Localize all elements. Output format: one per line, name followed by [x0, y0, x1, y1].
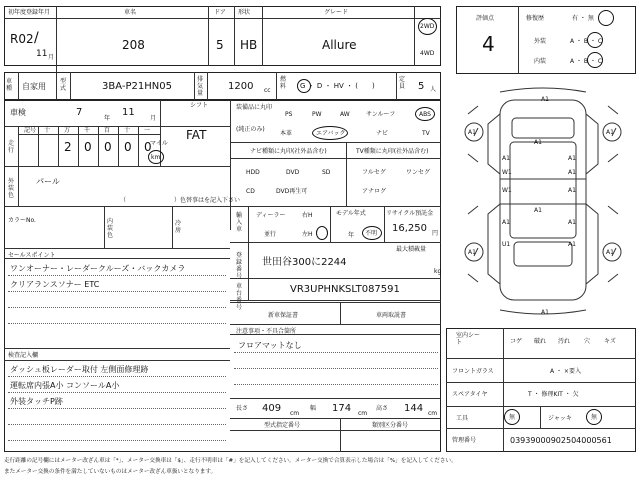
km-label: km [151, 154, 161, 161]
seat-item-4: キズ [604, 338, 616, 345]
equip-leather: 本革 [280, 130, 293, 137]
interior-color-label: 内装色 [107, 218, 114, 239]
shift-label: シフト [190, 102, 209, 109]
inspection-year-unit: 年 [104, 115, 111, 122]
interior-grade-options: A ・ B ・ C [570, 58, 603, 65]
drive-4wd: 4WD [420, 50, 435, 57]
diag-label: A1 [534, 207, 542, 214]
repair-options: 有 ・ 無 [572, 15, 594, 22]
front-glass-label: フロントガラス [452, 368, 494, 375]
navi-hdd: HDD [246, 169, 260, 176]
mileage-digit-header: 百 [104, 127, 111, 134]
diag-label: W1 [502, 169, 512, 176]
equip-airbag: エアバック [316, 130, 346, 137]
inspection-year: 7 [76, 107, 83, 118]
registration-label: 登録番号 [236, 252, 243, 280]
footer-line-1: 走行距離の記号欄にはメーター改ざん車は「*」、メーター交換車は「$」、走行不明車は「#」を記入してください。メーター交換で合算表示した場合は「%」を記入してください。 [4, 458, 457, 464]
month-unit: 月 [48, 54, 55, 61]
front-glass-value: A ・ ×要入 [550, 368, 581, 375]
spare-items: T ・ 修理KIT ・ 欠 [528, 391, 579, 398]
mileage-digit-header: 記号 [24, 127, 37, 134]
inspection-month-unit: 月 [150, 115, 157, 122]
sales-line-2: クリアランスソナー ETC [10, 280, 100, 289]
first-reg-label: 初年度登録年月 [8, 9, 51, 16]
diag-label: W1 [502, 187, 512, 194]
car-diagram [448, 84, 638, 320]
mileage-label: 走行 [8, 140, 15, 154]
model-label: 型式 [60, 78, 67, 92]
height-unit: cm [428, 410, 438, 417]
car-name: 208 [122, 38, 145, 52]
displacement: 1200 [228, 81, 254, 92]
mileage-digit: 2 [64, 140, 72, 154]
tv-fullseg: フルセグ [362, 169, 386, 176]
import-dealer: ディーラー [256, 212, 286, 219]
chassis-label: 車台番号 [236, 283, 243, 311]
capacity: 5 [418, 81, 425, 92]
seat-label: 室内シート [456, 332, 481, 346]
loading-label: 最大積載量 [396, 246, 427, 253]
inspection-label: 車検 [10, 108, 26, 117]
diag-label: A1 [568, 187, 576, 194]
sales-line-1: ワンオーナー・レーダークルーズ・バックカメラ [10, 264, 186, 273]
jack-label: ジャッキ [548, 415, 572, 422]
footer-line-2: またメーター交換の条件を満たしていないものはメーター改ざん車扱いとなります。 [4, 469, 217, 475]
diag-label: A1 [468, 129, 476, 136]
inspector-line-2: 運転席内張A小 コンソールA小 [10, 381, 120, 390]
grade: Allure [322, 38, 357, 52]
equip-navi: ナビ [376, 130, 389, 137]
sales-point-label: セールスポイント [8, 252, 56, 259]
chassis-value: VR3UPHNKSLT087591 [290, 284, 400, 295]
seat-item-2: 汚れ [558, 338, 571, 345]
first-reg-year: R02 [10, 32, 34, 46]
diag-label: A1 [568, 219, 576, 226]
new-car-cert: 新車保証書 [268, 312, 299, 319]
left-h-circle [316, 226, 328, 240]
equip-abs: ABS [419, 111, 431, 118]
mileage-digit: 0 [124, 140, 132, 154]
diag-label: A1 [568, 155, 576, 162]
equip-subtitle: (純正のみ) [236, 126, 265, 133]
diag-label: A1 [502, 219, 510, 226]
shift: FAT [186, 128, 207, 142]
equip-tv: TV [422, 130, 430, 137]
mileage-digit: 0 [104, 140, 112, 154]
diag-label: A1 [606, 129, 614, 136]
door-label: ドア [214, 9, 226, 16]
equip-sunroof: サンルーフ [366, 111, 396, 118]
shape-label: 形状 [238, 9, 251, 16]
notes-line-1: フロアマットなし [238, 341, 302, 350]
mileage-digit-header: 十 [124, 127, 131, 134]
score: 4 [482, 32, 495, 56]
height-value: 144 [404, 403, 424, 414]
inspection-month: 11 [122, 107, 135, 118]
exterior-grade-label: 外装 [534, 38, 547, 45]
navi-dvd: DVD [286, 169, 300, 176]
exterior-note: （ ）色替事はを記入下さい [120, 197, 241, 204]
recycle-amount: 16,250 [392, 223, 427, 234]
loading-unit: kg [434, 268, 442, 275]
diag-label: A1 [606, 249, 614, 256]
height-label: 高さ [376, 405, 389, 412]
mgmt-number: 03939000902504000561 [510, 436, 612, 445]
shape: HB [240, 38, 258, 52]
spare-label: スペアタイヤ [452, 391, 488, 398]
drive-2wd: 2WD [420, 23, 435, 30]
exterior-grade-options: A ・ B ・ C [570, 38, 603, 45]
import-left: 左H [302, 231, 313, 238]
class-label: 類別区分番号 [372, 422, 409, 429]
import-label: 輸入車 [236, 212, 243, 233]
length-label: 長さ [236, 405, 249, 412]
capacity-label: 定員 [399, 76, 406, 90]
slash: / [34, 30, 39, 46]
registration-value: 世田谷300に2244 [262, 257, 347, 268]
kind-label: 車種 [6, 78, 13, 92]
length-value: 409 [262, 403, 282, 414]
equip-title: 装備品に丸印 [236, 104, 273, 111]
diag-label: A1 [568, 169, 576, 176]
tv-oneseg: ワンセグ [406, 169, 431, 176]
recycle-unit: 円 [432, 230, 439, 237]
navi-title: ナビ種類に丸印(社外品含む) [250, 148, 327, 155]
car-name-label: 車名 [124, 9, 137, 16]
model-year-label: モデル年式 [336, 210, 366, 217]
bottom-right-table [446, 328, 636, 452]
equip-aw: AW [340, 111, 350, 118]
mileage-digit: 0 [84, 140, 92, 154]
diag-label: A1 [541, 96, 549, 103]
model-year-unknown: 不明 [365, 230, 378, 237]
use: 自家用 [22, 82, 46, 91]
width-unit: cm [358, 410, 368, 417]
notes-label: 注意事項・不具合箇所 [236, 328, 297, 335]
navi-dvd-play: DVD再生可 [276, 188, 308, 195]
diag-label: U1 [502, 241, 511, 248]
mileage-digit-header: 万 [64, 127, 71, 134]
diag-label: A1 [541, 309, 549, 316]
type-label: 型式指定番号 [264, 422, 301, 429]
navi-cd: CD [246, 188, 255, 195]
inspector-line-1: ダッシュ板レーダー取付 左側面修理跡 [10, 365, 149, 374]
inspector-label: 検査記入欄 [8, 352, 39, 359]
mileage-digit-header: 十 [44, 127, 51, 134]
tv-title: TV種類に丸印(社外品含む) [356, 148, 429, 155]
car-outline-svg [448, 84, 638, 320]
manual-cert: 車両取説書 [376, 312, 407, 319]
model: 3BA-P21HN05 [102, 81, 172, 92]
tv-analog: アナログ [362, 188, 387, 195]
first-reg-month: 11 [36, 49, 48, 59]
exterior-b-circle [587, 32, 603, 48]
inspector-line-3: 外装タッチP跡 [10, 397, 63, 406]
equip-pw: PW [312, 111, 322, 118]
mileage-digit-header: 一 [144, 127, 151, 134]
recycle-label: リサイクル預託金 [386, 210, 434, 217]
cc: cc [264, 87, 271, 94]
tools-label: 工具 [456, 415, 469, 422]
diag-label: A1 [502, 155, 510, 162]
repair-none-circle [598, 10, 614, 26]
grade-label: グレード [324, 9, 349, 16]
mgmt-label: 管理番号 [452, 437, 477, 444]
diag-label: A1 [568, 241, 576, 248]
model-year-unit: 年 [348, 232, 355, 239]
diag-label: A1 [468, 249, 476, 256]
displacement-label: 排気量 [197, 76, 204, 97]
seat-item-1: 破れ [534, 338, 547, 345]
import-parallel: 並行 [264, 231, 277, 238]
seat-item-3: 穴 [584, 338, 591, 345]
width-label: 幅 [310, 405, 317, 412]
width-value: 174 [332, 403, 352, 414]
mileage-digit-header: 千 [84, 127, 91, 134]
tools-none: 無 [509, 414, 516, 421]
repair-label: 修復歴 [526, 15, 545, 22]
exterior-color: パール [36, 177, 60, 186]
interior-grade-label: 内装 [534, 58, 547, 65]
interior-b-circle [587, 52, 603, 68]
jack-none: 無 [591, 414, 598, 421]
length-unit: cm [290, 410, 300, 417]
mile-label: マイル [150, 140, 168, 147]
cooler-label: 冷房 [175, 220, 182, 234]
score-label: 評価点 [476, 15, 495, 22]
equip-ps: PS [285, 111, 293, 118]
capacity-unit: 人 [430, 86, 437, 93]
import-right: 右H [302, 212, 313, 219]
diag-label: A1 [534, 139, 542, 146]
exterior-label: 外装色 [8, 178, 15, 199]
doors: 5 [216, 38, 224, 52]
navi-sd: SD [322, 169, 331, 176]
seat-item-0: コゲ [510, 338, 523, 345]
fuel-label: 燃料 [280, 76, 287, 90]
color-no-label: カラーNo. [8, 217, 36, 224]
fuel-options: G ・ D ・ HV ・ ( ) [300, 82, 375, 90]
mileage-digit: 0 [144, 140, 152, 154]
